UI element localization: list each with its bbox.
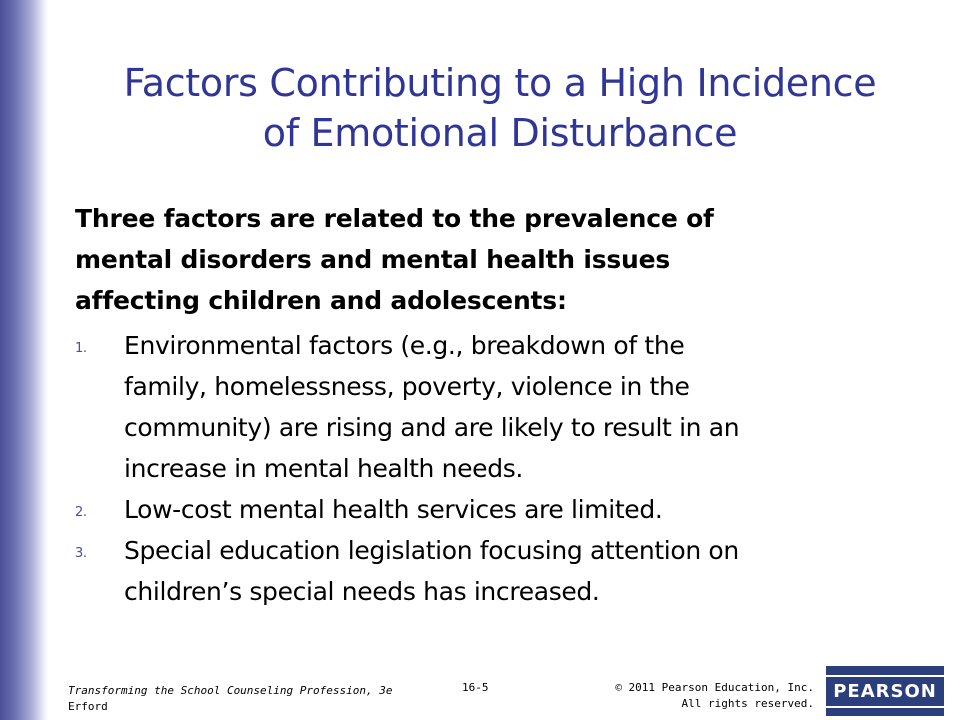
author: Erford	[68, 700, 108, 713]
list-number: 3.	[75, 546, 87, 561]
slide-title-line-1: Factors Contributing to a High Incidence	[123, 61, 877, 105]
intro-line-2: mental disorders and mental health issues	[75, 245, 671, 274]
list-number: 1.	[75, 341, 87, 356]
intro-line-1: Three factors are related to the prevalence of	[75, 204, 714, 233]
list-item-line: Special education legislation focusing attention on	[124, 536, 739, 565]
intro-paragraph	[75, 198, 915, 321]
pearson-logo	[826, 666, 944, 716]
list-item-line: increase in mental health needs.	[124, 454, 523, 483]
slide-title-line-2: of Emotional Disturbance	[262, 111, 738, 155]
list-item-line: community) are rising and are likely to result in an	[124, 413, 740, 442]
left-accent-bar	[0, 0, 48, 720]
book-title: Transforming the School Counseling Profession, 3e	[68, 684, 393, 697]
copyright-notice	[615, 680, 814, 712]
list-item-line: Environmental factors (e.g., breakdown of the	[124, 331, 685, 360]
intro-line-3: affecting children and adolescents:	[75, 286, 567, 315]
list-item	[75, 325, 925, 489]
slide-number: 16-5	[462, 681, 489, 694]
list-item	[75, 489, 925, 530]
list-number: 2.	[75, 505, 87, 520]
slide-title	[60, 58, 940, 158]
footer-source	[68, 683, 393, 715]
factors-list	[75, 325, 925, 612]
logo-text: PEARSON	[824, 675, 946, 708]
list-item-line: children’s special needs has increased.	[124, 577, 600, 606]
copyright-line-1: © 2011 Pearson Education, Inc.	[615, 681, 814, 694]
list-item	[75, 530, 925, 612]
copyright-line-2: All rights reserved.	[681, 697, 814, 710]
list-item-line: family, homelessness, poverty, violence in the	[124, 372, 690, 401]
list-item-line: Low-cost mental health services are limited.	[124, 495, 663, 524]
